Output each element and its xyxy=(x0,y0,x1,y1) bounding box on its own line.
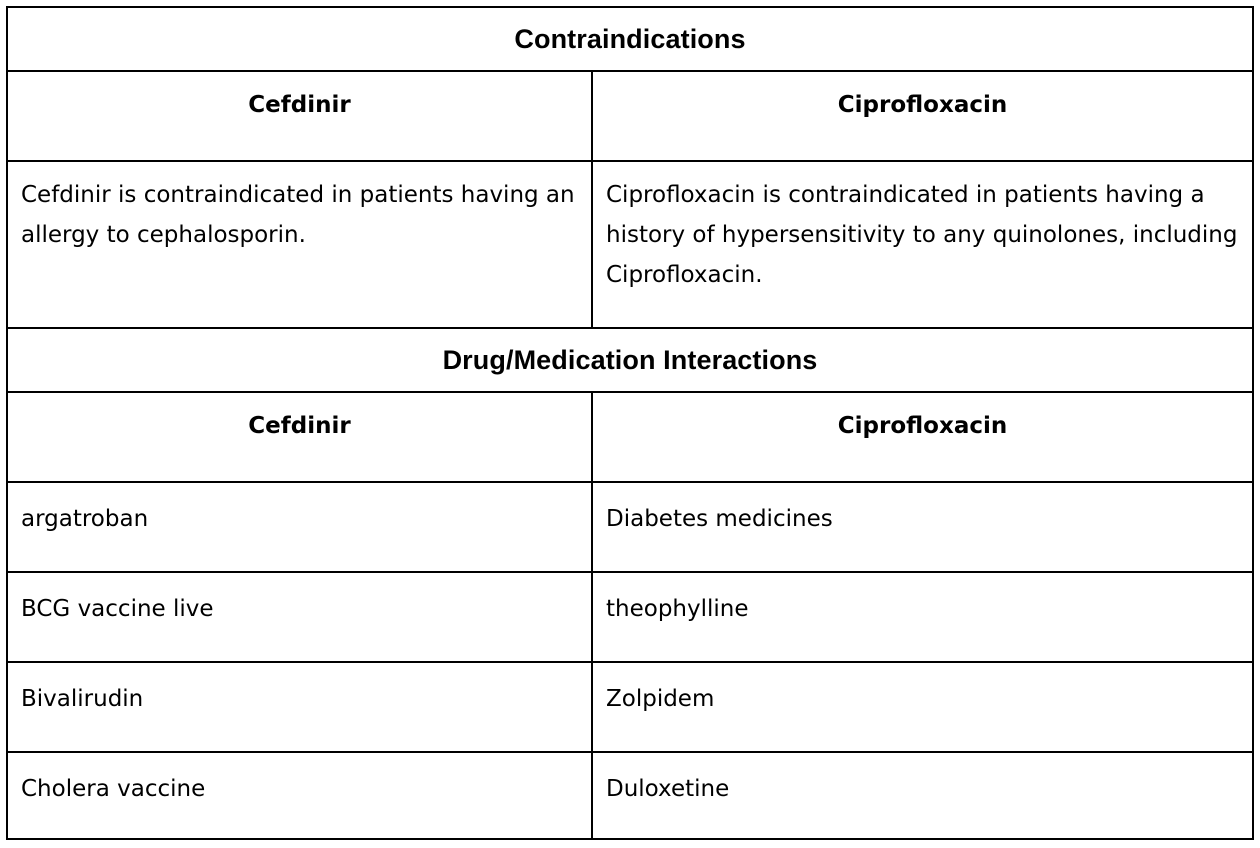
column-header-cefdinir: Cefdinir xyxy=(8,393,593,481)
column-header-cefdinir: Cefdinir xyxy=(8,72,593,160)
column-header-row xyxy=(8,393,1252,483)
cefdinir-interaction: argatroban xyxy=(8,483,593,571)
column-header-ciprofloxacin: Ciprofloxacin xyxy=(837,92,1008,118)
ciprofloxacin-interaction: theophylline xyxy=(606,596,749,622)
section-header-interactions xyxy=(8,329,1252,393)
table-row xyxy=(8,663,1252,753)
table-row xyxy=(8,753,1252,838)
table-row xyxy=(8,573,1252,663)
ciprofloxacin-interaction: Duloxetine xyxy=(606,776,730,802)
cefdinir-interaction: Cholera vaccine xyxy=(8,753,593,838)
comparison-table xyxy=(6,6,1254,840)
ciprofloxacin-interaction: Diabetes medicines xyxy=(606,506,833,532)
cefdinir-contraindication: Cefdinir is contraindicated in patients having an allergy to cephalosporin. xyxy=(8,162,593,327)
section-title: Drug/Medication Interactions xyxy=(442,344,818,375)
column-header-row xyxy=(8,72,1252,162)
section-header-contraindications xyxy=(8,8,1252,72)
table-row xyxy=(8,483,1252,573)
section-title: Contraindications xyxy=(514,23,746,54)
ciprofloxacin-contraindication: Ciprofloxacin is contraindicated in patients having a history of hypersensitivity to any quinolones, including Ciprofloxacin. xyxy=(606,182,1238,288)
cefdinir-interaction: Bivalirudin xyxy=(8,663,593,751)
column-header-ciprofloxacin: Ciprofloxacin xyxy=(837,413,1008,439)
ciprofloxacin-interaction: Zolpidem xyxy=(606,686,715,712)
cefdinir-interaction: BCG vaccine live xyxy=(8,573,593,661)
contraindication-row xyxy=(8,162,1252,329)
